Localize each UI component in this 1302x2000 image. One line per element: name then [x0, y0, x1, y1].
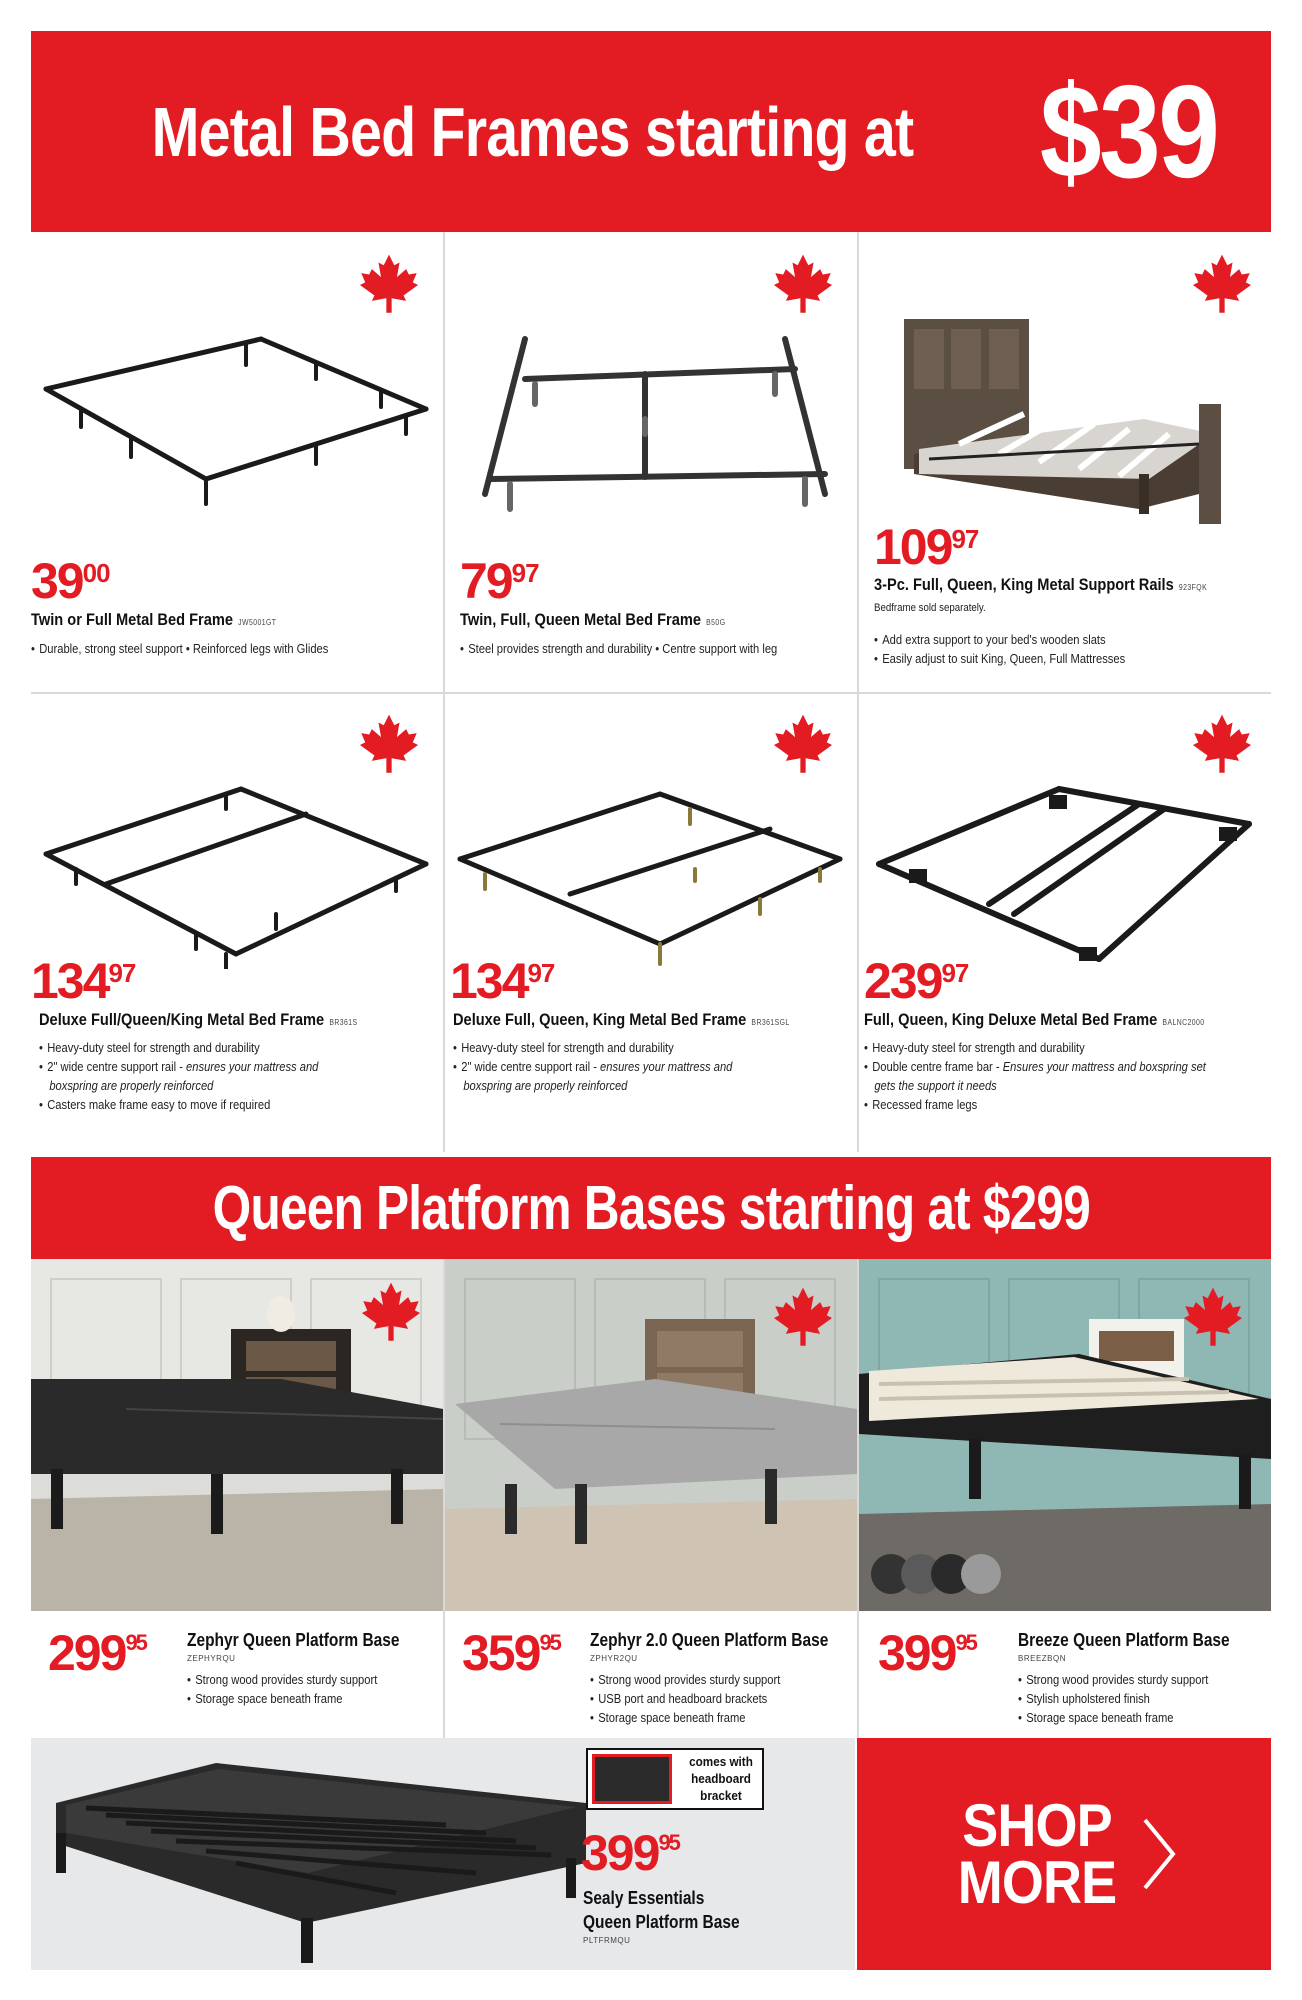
price: $79^{97}$: [460, 553, 539, 609]
maple-leaf-icon: [356, 252, 422, 318]
product-card-jw5001gt[interactable]: [31, 234, 441, 690]
product-sku: ZPHYR2QU: [590, 1654, 638, 1663]
headboard-bracket-badge: [586, 1748, 764, 1810]
product-card-br361sgl[interactable]: [445, 694, 855, 1150]
bed-frame-image: [36, 769, 436, 969]
product-sku: BREEZBQN: [1018, 1654, 1067, 1663]
product-name-line2: Queen Platform Base: [583, 1912, 740, 1932]
maple-leaf-icon: [1189, 252, 1255, 318]
product-features: • Strong wood provides sturdy support • Storage space beneath frame: [187, 1670, 377, 1708]
support-rails-image: [899, 314, 1229, 524]
bed-frame-image: [36, 329, 436, 529]
product-features: • Strong wood provides sturdy support • Stylish upholstered finish • Storage space beneath frame: [1018, 1670, 1208, 1727]
platform-bases-banner: [31, 1157, 1271, 1259]
product-card-b50g[interactable]: [445, 234, 855, 690]
sealy-product-card[interactable]: [31, 1738, 855, 1970]
maple-leaf-icon: [770, 252, 836, 318]
product-name: Deluxe Full/Queen/King Metal Bed Frame BR361S: [39, 1010, 358, 1029]
price: $299^{95}$: [48, 1625, 146, 1681]
product-sku: PLTFRMQU: [583, 1936, 631, 1945]
product-name: Breeze Queen Platform Base: [1018, 1630, 1230, 1650]
product-features: • Durable, strong steel support • Reinforced legs with Glides: [31, 639, 328, 658]
product-name: Zephyr 2.0 Queen Platform Base: [590, 1630, 829, 1650]
chevron-right-icon: [1139, 1814, 1179, 1894]
product-card-923fqk[interactable]: [859, 234, 1271, 690]
price: $399^{95}$: [878, 1625, 976, 1681]
product-name: Deluxe Full, Queen, King Metal Bed Frame BR361SGL: [453, 1010, 790, 1029]
badge-line: comes with: [689, 1754, 753, 1769]
price: $359^{95}$: [462, 1625, 560, 1681]
product-note: Bedframe sold separately.: [874, 602, 986, 614]
product-name-line1: Sealy Essentials: [583, 1888, 705, 1908]
product-features: • Heavy-duty steel for strength and durability • 2" wide centre support rail - ensures your mattress and boxspring are properly reinforced: [453, 1038, 732, 1095]
product-features: • Strong wood provides sturdy support • USB port and headboard brackets • Storage space beneath frame: [590, 1670, 780, 1727]
badge-line: headboard: [691, 1771, 751, 1786]
price: $399^{95}$: [581, 1825, 679, 1881]
product-card-br361s[interactable]: [31, 694, 441, 1150]
shop-more-line1: SHOP: [962, 1792, 1112, 1859]
product-features: • Heavy-duty steel for strength and durability • 2" wide centre support rail - ensures your mattress and boxspring are properly reinforced • Casters make frame easy to move if required: [39, 1038, 318, 1114]
sealy-platform-image: [46, 1753, 596, 1963]
maple-leaf-icon: [358, 1280, 424, 1346]
product-name: Twin or Full Metal Bed Frame JW5001GT: [31, 610, 277, 629]
product-name: Twin, Full, Queen Metal Bed Frame B50G: [460, 610, 726, 629]
metal-frames-banner: [31, 31, 1271, 232]
badge-line: bracket: [700, 1788, 742, 1803]
product-features: • Steel provides strength and durability • Centre support with leg: [460, 639, 777, 658]
price: $134^{97}$: [31, 953, 136, 1009]
banner-title: Queen Platform Bases starting at $299: [212, 1173, 1090, 1243]
price: $109^{97}$: [874, 519, 979, 575]
product-card-balnc2000[interactable]: [859, 694, 1271, 1150]
banner-title: Metal Bed Frames starting at: [151, 92, 914, 171]
price: $134^{97}$: [450, 953, 555, 1009]
shop-more-line2: MORE: [957, 1849, 1117, 1916]
maple-leaf-icon: [1180, 1285, 1246, 1351]
product-name: 3-Pc. Full, Queen, King Metal Support Rails 923FQK: [874, 575, 1208, 594]
bed-frame-image: [869, 769, 1264, 969]
price: $239^{97}$: [864, 953, 969, 1009]
banner-price: $39: [1039, 58, 1218, 205]
bed-frame-image: [450, 769, 850, 969]
product-name: Zephyr Queen Platform Base: [187, 1630, 400, 1650]
product-features: • Add extra support to your bed's wooden slats • Easily adjust to suit King, Queen, Full Mattresses: [874, 630, 1125, 668]
bed-frame-image: [465, 329, 845, 524]
product-features: • Heavy-duty steel for strength and durability • Double centre frame bar - Ensures your mattress and boxspring set gets the support it needs • Recessed frame legs: [864, 1038, 1206, 1114]
shop-more-button[interactable]: [857, 1738, 1271, 1970]
bracket-image: [592, 1754, 672, 1804]
price: $39^{00}$: [31, 553, 110, 609]
product-sku: ZEPHYRQU: [187, 1654, 236, 1663]
maple-leaf-icon: [770, 1285, 836, 1351]
product-name: Full, Queen, King Deluxe Metal Bed Frame BALNC2000: [864, 1010, 1205, 1029]
